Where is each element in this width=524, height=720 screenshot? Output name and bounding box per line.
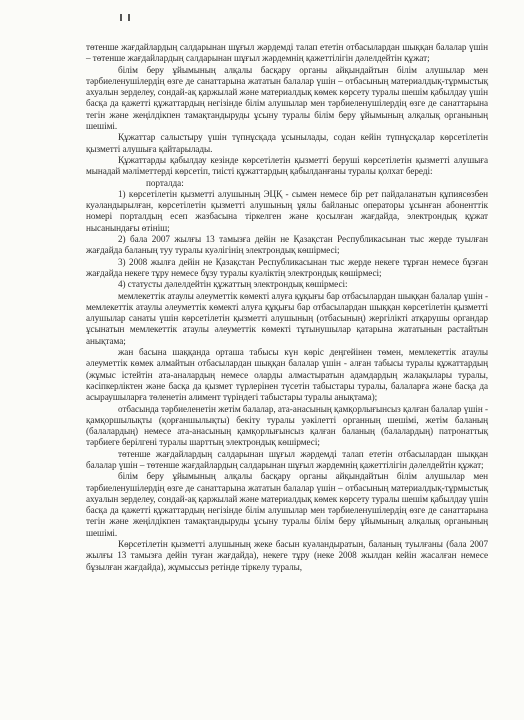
paragraph: жан басына шаққанда орташа табысы күн көріс деңгейінен төмен, мемлекеттік атаулы әлеуметтік көмек алмайтын отбасылардан шыққан балалар үшін - алған табысы туралы құжаттардың (жұмыс істейтін ата-аналардың немесе оларды алмастыратын адамдардың жалақылары туралы, кәсіпкерліктен және басқа да қызмет түрлерінен түсетін табыстары туралы, балаларға және басқа да асыраушыларға төленетін алимент түріндегі табыстары туралы анықтама); xyxy=(86,347,488,403)
paragraph: төтенше жағдайлардың салдарынан шұғыл жәрдемді талап ететін отбасылардан шыққан балалар үшін – төтенше жағдайлардың салдарынан шұғыл жәрдемнің қажеттілігін дәлелдейтін құжат; xyxy=(86,448,488,470)
paragraph: 4) статусты дәлелдейтін құжаттың электрондық көшірмесі: xyxy=(118,279,348,290)
paragraph: отбасында тәрбиеленетін жетім балалар, ата-анасының қамқорлығынсыз қалған балалар үшін - қамқоршылықты (қорғаншылықты) бекіту туралы уәкілетті органның шешімі, жетім баланың (балалардың) немесе ата-анасының қамқорлығынсыз қалған баланың (балалардың) патронаттық тәрбиеге берілгені туралы шарттың электрондық көшірмесі; xyxy=(86,403,488,448)
scan-mark xyxy=(128,14,130,21)
scan-mark xyxy=(120,14,122,21)
paragraph: білім беру ұйымының алқалы басқару органы айқындайтын білім алушылар мен тәрбиеленушілердің өзге де санаттарына жататын балалар үшін – отбасының материалдық-тұрмыстық ахуалын зерделеу, сондай-ақ қаржылай және материалдық көмек көрсету туралы шешім қабылдау үшін басқа да қажетті құжаттардың негізінде білім алушылар мен тәрбиеленушілердің өзге де санаттарына тегін және жеңілдікпен тамақтандыруды ұсыну туралы білім беру ұйымының алқалық органының шешімі. xyxy=(86,471,488,538)
paragraph: мемлекеттік атаулы әлеуметтік көмекті алуға құқығы бар отбасылардан шыққан балалар үшін - мемлекеттік атаулы әлеуметтік көмекті алуға құқығы бар отбасылардан шыққан көрсетілетін қызметті алушылар санаты үшін көрсетілетін қызметті алушының (отбасының) жергілікті атқарушы органдар ұсынатын мемлекеттік атаулы әлеуметтік көмекті тұтынушылар қатарына жататынын растайтын анықтама; xyxy=(86,290,488,346)
paragraph: Құжаттарды қабылдау кезінде көрсетілетін қызметті беруші көрсетілетін қызметті алушыға мынадай мәліметтерді көрсетіп, тиісті құжаттардың қабылданғаны туралы қолхат береді: xyxy=(86,154,488,177)
paragraph: 3) 2008 жылға дейін не Қазақстан Республикасынан тыс жерде некеге тұрған немесе бұзған жағдайда некеге тұру немесе бұзу туралы куәліктің электрондық көшірмесі; xyxy=(86,256,488,278)
document-body xyxy=(86,42,488,573)
paragraph: Құжаттар салыстыру үшін түпнұсқада ұсынылады, содан кейін түпнұсқалар көрсетілетін қызметті алушыға қайтарылады. xyxy=(86,132,488,154)
paragraph: 2) бала 2007 жылғы 13 тамызға дейін не Қазақстан Республикасынан тыс жерде туылған жағдайда баланың туу туралы куәлігінің электрондық көшірмесі; xyxy=(86,234,488,256)
paragraph: 1) көрсетілетін қызметті алушының ЭЦҚ - сымен немесе бір рет пайдаланатын құпиясөзбен куәландырылған, көрсетілетін қызметті алушының ұялы байланыс операторы ұсынған абоненттік номері порталдың есеп жазбасына тіркелген және қосылған жағдайда, электрондық құжат нысанындағы өтініш; xyxy=(86,188,488,233)
paragraph: Көрсетілетін қызметті алушының жеке басын куәландыратын, баланың туылғаны (бала 2007 жылғы 13 тамызға дейін туған жағдайда), некеге тұру (неке 2008 жылдан кейін жасалған немесе бұзылған жағдайда), жұмыссыз ретінде тіркелу туралы, xyxy=(86,539,488,572)
paragraph: төтенше жағдайлардың салдарынан шұғыл жәрдемді талап ететін отбасылардан шыққан балалар үшін – төтенше жағдайлардың салдарынан шұғыл жәрдемнің қажеттілігін дәлелдейтін құжат; xyxy=(86,42,488,64)
paragraph: порталда: xyxy=(146,177,184,188)
paragraph: білім беру ұйымының алқалы басқару органы айқындайтын білім алушылар мен тәрбиеленушілердің өзге де санаттарына жататын балалар үшін – отбасының материалдық-тұрмыстық ахуалын зерделеу, сондай-ақ қаржылай және материалдық көмек көрсету туралы шешім қабылдау үшін басқа да қажетті құжаттардың негізінде білім алушылар мен тәрбиеленушілердің өзге де санаттарына тегін және жеңілдікпен тамақтандыруды ұсыну туралы білім беру ұйымының алқалық органының шешімі. xyxy=(86,64,488,132)
